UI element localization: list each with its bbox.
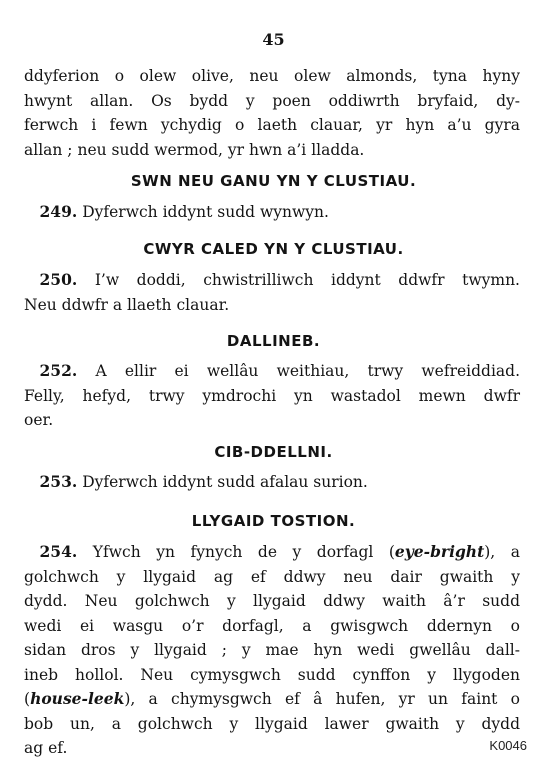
paragraph-text: A ellir ei wellâu weithiau, trwy wefreiddiad. (95, 362, 520, 380)
paragraph-number: 253. (39, 472, 78, 491)
paragraph-text: ), a (484, 543, 520, 561)
section-heading: DALLINEB. (226, 332, 321, 350)
section-heading: SWN NEU GANU YN Y CLUSTIAU. (130, 172, 417, 190)
section-heading: CWYR CALED YN Y CLUSTIAU. (143, 240, 404, 258)
intro-paragraph (24, 64, 520, 162)
paragraph-number: 254. (39, 542, 78, 561)
text-line: golchwch y llygaid ag ef ddwy neu dair gwaith y (24, 567, 520, 586)
text-line (24, 540, 520, 565)
paragraph-text: I’w doddi, chwistrilliwch iddynt ddwfr twymn. (94, 271, 520, 289)
paragraph-number: 249. (39, 202, 78, 221)
text-line: oer. (24, 411, 54, 429)
text-line (24, 200, 520, 225)
text-line: bob un, a golchwch y llygaid lawer gwaith y dydd (24, 714, 520, 733)
text-line (24, 470, 520, 495)
page-number: 45 (262, 30, 285, 49)
text-line: ferwch i fewn ychydig o laeth clauar, yr hyn a’u gyra (24, 116, 520, 134)
text-line (24, 268, 520, 293)
text-line: sidan dros y llygaid ; y mae hyn wedi gwellâu dall- (24, 641, 520, 659)
paragraph-252 (24, 359, 520, 433)
section-heading: CIB-DDELLNI. (214, 443, 333, 461)
text-line: Neu ddwfr a llaeth clauar. (24, 295, 230, 314)
paragraph-text: Yfwch yn fynych de y dorfagl ( (92, 543, 395, 561)
paragraph-number: 252. (39, 361, 78, 380)
text-line (24, 359, 520, 384)
paragraph-text: ( (24, 690, 31, 708)
section-heading: LLYGAID TOSTION. (191, 512, 356, 530)
paragraph-text: Dyferwch iddynt sudd afalau surion. (82, 473, 368, 491)
text-line: ddyferion o olew olive, neu olew almonds, tyna hyny (24, 67, 520, 85)
text-line: ineb hollol. Neu cymysgwch sudd cynffon y llygoden (24, 665, 520, 684)
paragraph-number: 250. (39, 270, 78, 289)
paragraph-250 (24, 268, 520, 317)
text-line: ag ef. (24, 739, 68, 757)
italic-term: house-leek (30, 689, 125, 708)
text-line: Felly, hefyd, trwy ymdrochi yn wastadol mewn dwfr (24, 386, 520, 405)
text-line: hwynt allan. Os bydd y poen oddiwrth bryfaid, dy- (24, 91, 520, 110)
paragraph-249 (24, 200, 520, 225)
paragraph-253 (24, 470, 520, 495)
italic-term: eye-bright (394, 542, 485, 561)
text-line (24, 687, 520, 712)
text-line: dydd. Neu golchwch y llygaid ddwy waith â’r sudd (24, 592, 520, 610)
text-line: allan ; neu sudd wermod, yr hwn a’i lladda. (24, 140, 365, 159)
paragraph-text: Dyferwch iddynt sudd wynwyn. (82, 203, 329, 221)
catalog-id: K0046 (489, 738, 527, 753)
paragraph-254 (24, 540, 520, 761)
paragraph-text: ), a chymysgwch ef â hufen, yr un faint o (124, 690, 520, 708)
text-line: wedi ei wasgu o’r dorfagl, a gwisgwch ddernyn o (24, 616, 520, 635)
